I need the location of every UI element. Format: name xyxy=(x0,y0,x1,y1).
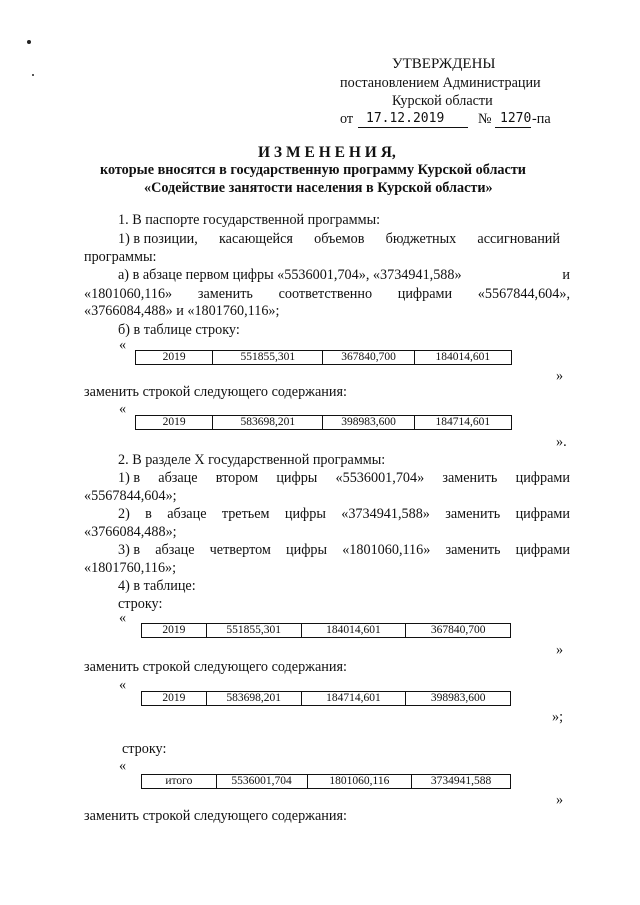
section2-item1 xyxy=(118,470,570,487)
section2-item2 xyxy=(118,506,570,523)
document-subtitle-line1: которые вносятся в государственную программу Курской области xyxy=(100,162,526,178)
close-quote: » xyxy=(556,792,564,808)
table5-cell-col3: 1801060,116 xyxy=(307,775,412,789)
table2-cell-col4: 184714,601 xyxy=(414,416,511,430)
open-quote: « xyxy=(119,401,127,417)
word: цифрами xyxy=(515,542,570,558)
approval-line1: постановлением Администрации xyxy=(340,75,541,91)
table5-cell-col4: 3734941,588 xyxy=(412,775,511,789)
table1-cell-total: 551855,301 xyxy=(213,351,323,365)
word: 1) в позиции, xyxy=(118,231,198,247)
word: и xyxy=(562,267,570,283)
word: ассигнований xyxy=(477,231,560,247)
close-quote: » xyxy=(556,368,564,384)
word: 3) в xyxy=(118,542,141,558)
open-quote: « xyxy=(119,677,127,693)
word: «1801060,116» xyxy=(342,542,431,558)
replace-label: заменить строкой следующего содержания: xyxy=(84,659,347,675)
word: бюджетных xyxy=(385,231,457,247)
close-quote: ». xyxy=(556,434,567,450)
text: а) в абзаце первом цифры «5536001,704», «3734941,588» xyxy=(118,267,462,283)
scan-speck xyxy=(27,40,31,44)
replace-label: заменить строкой следующего содержания: xyxy=(84,384,347,400)
section2-item3 xyxy=(118,542,570,559)
word: цифры xyxy=(286,542,328,558)
open-quote: « xyxy=(119,758,127,774)
row-label: строку: xyxy=(118,596,163,612)
word: четвертом xyxy=(209,542,271,558)
word: соответственно xyxy=(278,286,373,302)
word: абзаце xyxy=(155,542,195,558)
section1-item-a-line2 xyxy=(84,286,570,303)
word: заменить xyxy=(445,506,501,522)
word: цифры xyxy=(276,470,318,486)
approval-line2: Курской области xyxy=(392,93,493,109)
word: абзаце xyxy=(158,470,198,486)
approval-number-prefix: № xyxy=(478,111,492,127)
word: «5567844,604», xyxy=(477,286,570,302)
table4-cell-col3: 184714,601 xyxy=(301,692,406,706)
section2-item1-cont: «5567844,604»; xyxy=(84,488,177,504)
table3-row xyxy=(141,623,511,638)
table2-cell-total: 583698,201 xyxy=(213,416,323,430)
open-quote: « xyxy=(119,610,127,626)
table5-row xyxy=(141,774,511,789)
table3-cell-total: 551855,301 xyxy=(206,624,301,638)
table3-cell-col3: 184014,601 xyxy=(301,624,406,638)
table2-cell-year: 2019 xyxy=(136,416,213,430)
word: абзаце xyxy=(167,506,207,522)
word: цифры xyxy=(284,506,326,522)
approval-number-value: 1270 xyxy=(500,111,532,126)
table1-row xyxy=(135,350,512,365)
row-label: строку: xyxy=(122,741,167,757)
section2-item4: 4) в таблице: xyxy=(118,578,196,594)
table4-cell-col4: 398983,600 xyxy=(406,692,511,706)
table4-cell-total: 583698,201 xyxy=(206,692,301,706)
word: касающейся xyxy=(218,231,293,247)
approval-number-suffix: -па xyxy=(532,111,551,127)
word: цифрами xyxy=(515,470,570,486)
table5-cell-label: итого xyxy=(142,775,217,789)
section1-item-b: б) в таблице строку: xyxy=(118,322,240,338)
section1-item-a xyxy=(118,267,570,284)
word: заменить xyxy=(197,286,253,302)
section1-item1 xyxy=(118,231,560,248)
open-quote: « xyxy=(119,337,127,353)
word: заменить xyxy=(445,542,501,558)
approval-date-value: 17.12.2019 xyxy=(366,111,445,126)
word: 2) xyxy=(118,506,130,522)
table4-row xyxy=(141,691,511,706)
close-quote: » xyxy=(556,642,564,658)
table5-cell-total: 5536001,704 xyxy=(216,775,307,789)
table1-cell-col4: 184014,601 xyxy=(414,351,511,365)
table2-row xyxy=(135,415,512,430)
table2-cell-col3: 398983,600 xyxy=(323,416,414,430)
table1-cell-year: 2019 xyxy=(136,351,213,365)
approval-title: УТВЕРЖДЕНЫ xyxy=(392,56,496,72)
table3-cell-col4: 367840,700 xyxy=(406,624,511,638)
document-title: И З М Е Н Е Н И Я, xyxy=(258,144,396,161)
close-quote: »; xyxy=(552,709,564,725)
word: «1801060,116» xyxy=(84,286,173,302)
scan-speck xyxy=(32,74,34,76)
table3-cell-year: 2019 xyxy=(142,624,207,638)
word: цифрами xyxy=(397,286,453,302)
document-subtitle-line2: «Содействие занятости населения в Курской области» xyxy=(144,180,493,196)
word: втором xyxy=(215,470,259,486)
table1-cell-col3: 367840,700 xyxy=(323,351,414,365)
word: заменить xyxy=(442,470,498,486)
section2-title: 2. В разделе X государственной программы: xyxy=(118,452,386,468)
word: «5536001,704» xyxy=(335,470,425,486)
approval-date-prefix: от xyxy=(340,111,354,127)
word: объемов xyxy=(314,231,365,247)
table4-cell-year: 2019 xyxy=(142,692,207,706)
approval-date-underline xyxy=(358,127,468,128)
section2-item3-cont: «1801760,116»; xyxy=(84,560,177,576)
word: в xyxy=(145,506,152,522)
replace-label: заменить строкой следующего содержания: xyxy=(84,808,347,824)
section1-title: 1. В паспорте государственной программы: xyxy=(118,212,381,228)
word: цифрами xyxy=(515,506,570,522)
section1-item-a-line3: «3766084,488» и «1801760,116»; xyxy=(84,303,280,319)
word: 1) в xyxy=(118,470,141,486)
approval-number-underline xyxy=(495,127,531,128)
word: «3734941,588» xyxy=(341,506,430,522)
word: третьем xyxy=(221,506,270,522)
section1-item1-cont: программы: xyxy=(84,249,157,265)
section2-item2-cont: «3766084,488»; xyxy=(84,524,177,540)
